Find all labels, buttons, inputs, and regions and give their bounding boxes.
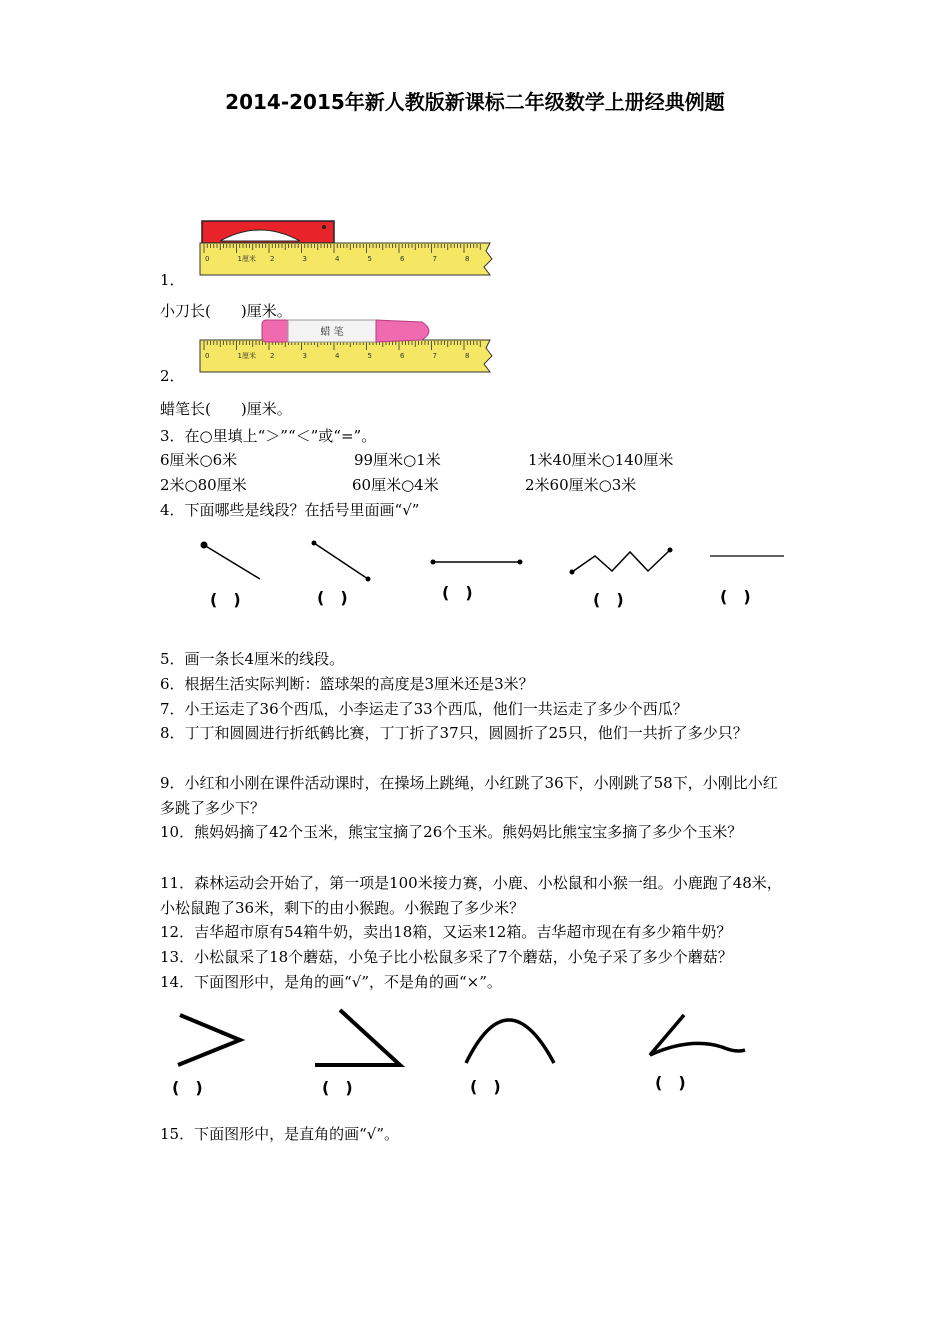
- ruler-tick-label: 2: [270, 352, 275, 360]
- ruler-tick-label: 7: [432, 352, 437, 360]
- q3-row1-item1: 6厘米○6米: [160, 451, 238, 469]
- zigzag-figure-4: [572, 550, 670, 572]
- ruler-tick-label: 6: [400, 352, 405, 360]
- crayon-label: 蜡 笔: [320, 327, 344, 338]
- ruler-tick-label: 5: [367, 255, 372, 263]
- q2-number: 2．: [160, 367, 185, 385]
- q4-answer-paren-5[interactable]: ( ): [720, 587, 751, 606]
- q4-text: 4．下面哪些是线段？在括号里面画“√”: [160, 501, 420, 519]
- q3-text: 3．在○里填上“＞”“＜”或“=”。: [160, 427, 377, 445]
- q4-answer-paren-3[interactable]: ( ): [442, 583, 473, 602]
- q4-answer-paren-1[interactable]: ( ): [210, 590, 241, 609]
- q14-text: 14．下面图形中，是角的画“√”，不是角的画“×”。: [160, 973, 502, 991]
- ray-figure-1: [204, 545, 260, 579]
- q3-row2-item3: 2米60厘米○3米: [525, 476, 637, 494]
- ruler-tick-label: 1厘米: [237, 255, 256, 263]
- ruler-tick-label: 3: [302, 255, 307, 263]
- ruler-tick-label: 5: [367, 352, 372, 360]
- q4-line-figures: [190, 535, 800, 585]
- ruler-tick-label: 6: [400, 255, 405, 263]
- segment-figure-2: [314, 543, 368, 579]
- q15-text: 15．下面图形中，是直角的画“√”。: [160, 1125, 399, 1143]
- ruler-tick-label: 2: [270, 255, 275, 263]
- ruler-tick-label: 7: [432, 255, 437, 263]
- curve-figure-3: [466, 1020, 554, 1063]
- ruler-tick-label: 0: [205, 352, 210, 360]
- angle-figure-2: [315, 1010, 400, 1065]
- q14-answer-paren-3[interactable]: ( ): [470, 1077, 501, 1096]
- q14-answer-paren-1[interactable]: ( ): [172, 1078, 203, 1097]
- q5-text: 5．画一条长4厘米的线段。: [160, 650, 345, 668]
- q3-row1-item3: 1米40厘米○140厘米: [528, 451, 674, 469]
- q12-text: 12．吉华超市原有54箱牛奶，卖出18箱，又运来12箱。吉华超市现在有多少箱牛奶？: [160, 923, 732, 941]
- q3-row2-item1: 2米○80厘米: [160, 476, 247, 494]
- q6-text: 6．根据生活实际判断：篮球架的高度是3厘米还是3米？: [160, 675, 534, 693]
- q3-row1-item2: 99厘米○1米: [354, 451, 441, 469]
- q14-answer-paren-2[interactable]: ( ): [322, 1078, 353, 1097]
- q1-text: 小刀长( )厘米。: [160, 302, 292, 320]
- page-title: 2014-2015年新人教版新课标二年级数学上册经典例题: [225, 90, 725, 114]
- angle-figure-1: [178, 1015, 240, 1065]
- q13-text: 13．小松鼠采了18个蘑菇，小兔子比小松鼠多采了7个蘑菇，小兔子采了多少个蘑菇？: [160, 948, 733, 966]
- ruler-tick-label: 8: [465, 352, 470, 360]
- q3-row2-item2: 60厘米○4米: [352, 476, 439, 494]
- q14-answer-paren-4[interactable]: ( ): [655, 1073, 686, 1092]
- q4-answer-paren-4[interactable]: ( ): [593, 590, 624, 609]
- q1-number: 1．: [160, 271, 185, 289]
- q7-text: 7．小王运走了36个西瓜，小李运走了33个西瓜，他们一共运走了多少个西瓜？: [160, 700, 688, 718]
- ruler-tick-label: 3: [302, 352, 307, 360]
- crayon-ruler-figure: [200, 318, 500, 380]
- knife-ruler-figure: [200, 219, 500, 281]
- q8-text: 8．丁丁和圆圆进行折纸鹤比赛，丁丁折了37只，圆圆折了25只，他们一共折了多少只？: [160, 724, 748, 742]
- q9-text: 9．小红和小刚在课件活动课时，在操场上跳绳，小红跳了36下，小刚跳了58下，小刚比小红多跳了多少下？: [160, 774, 778, 817]
- ruler-tick-label: 0: [205, 255, 210, 263]
- q2-text: 蜡笔长( )厘米。: [160, 400, 292, 418]
- q10-text: 10．熊妈妈摘了42个玉米，熊宝宝摘了26个玉米。熊妈妈比熊宝宝多摘了多少个玉米？: [160, 823, 743, 841]
- ruler-tick-label: 4: [335, 352, 340, 360]
- q11-text: 11．森林运动会开始了，第一项是100米接力赛，小鹿、小松鼠和小猴一组。小鹿跑了48米，小松鼠跑了36米，剩下的由小猴跑。小猴跑了多少米？: [160, 874, 782, 917]
- ruler-tick-label: 4: [335, 255, 340, 263]
- ruler-tick-label: 1厘米: [237, 352, 256, 360]
- ruler-tick-label: 8: [465, 255, 470, 263]
- q4-answer-paren-2[interactable]: ( ): [317, 588, 348, 607]
- q14-angle-figures: [170, 1005, 770, 1070]
- curve-figure-4: [650, 1015, 745, 1055]
